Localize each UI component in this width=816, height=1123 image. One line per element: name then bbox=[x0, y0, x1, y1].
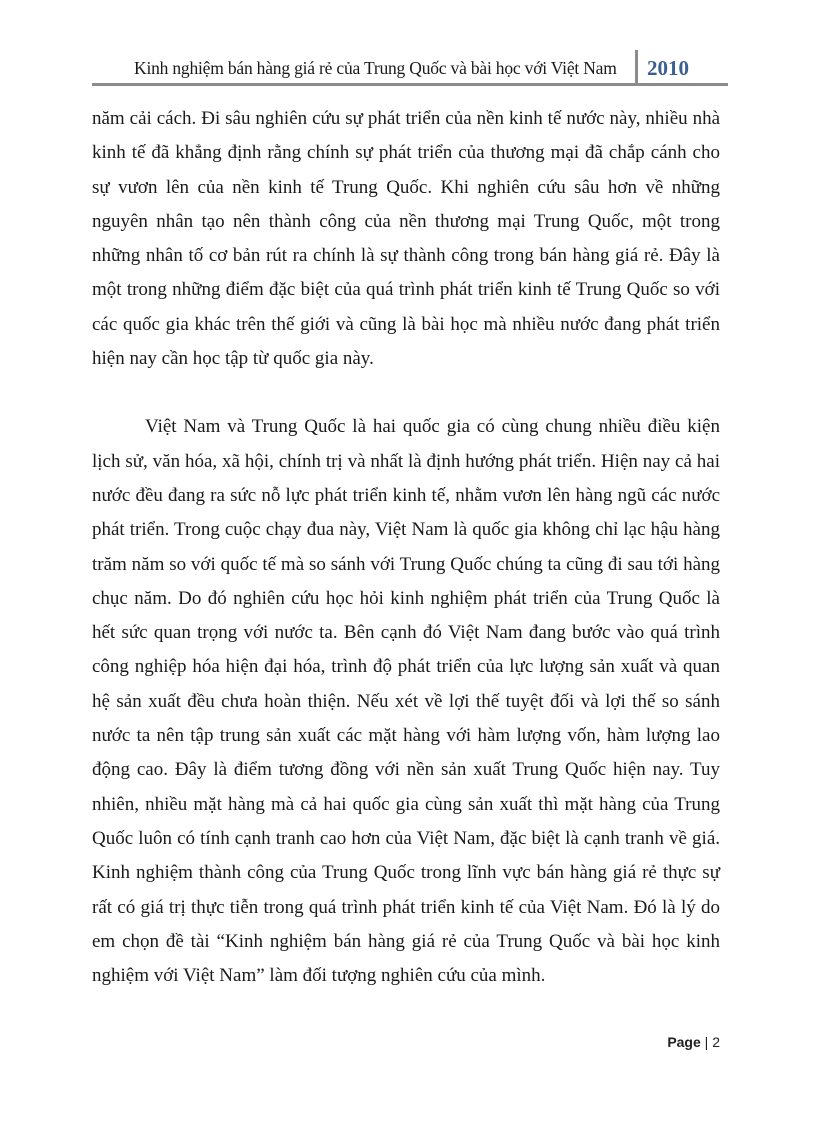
footer-page-number: 2 bbox=[712, 1034, 720, 1050]
footer-separator: | bbox=[704, 1034, 709, 1050]
header-rule bbox=[92, 83, 728, 86]
document-body bbox=[92, 102, 720, 993]
page-footer bbox=[667, 1034, 720, 1050]
page-header bbox=[92, 50, 728, 90]
header-vertical-divider bbox=[635, 50, 638, 83]
header-year: 2010 bbox=[647, 56, 689, 80]
body-paragraph: Việt Nam và Trung Quốc là hai quốc gia có cùng chung nhiều điều kiện lịch sử, văn hóa, xã hội, chính trị và nhất là định hướng phát triển. Hiện nay cả hai nước đều đang ra sức nỗ lực phát triển kinh tế, nhằm vươn lên hàng ngũ các nước phát triển. Trong cuộc chạy đua này, Việt Nam là quốc gia không chỉ lạc hậu hàng trăm năm so với quốc tế mà so sánh với Trung Quốc chúng ta cũng đi sau tới hàng chục năm. Do đó nghiên cứu học hỏi kinh nghiệm phát triển của Trung Quốc là hết sức quan trọng với nước ta. Bên cạnh đó Việt Nam đang bước vào quá trình công nghiệp hóa hiện đại hóa, trình độ phát triển của lực lượng sản xuất và quan hệ sản xuất đều chưa hoàn thiện. Nếu xét về lợi thế tuyệt đối và lợi thế so sánh nước ta nên tập trung sản xuất các mặt hàng với hàm lượng vốn, hàm lượng lao động cao. Đây là điểm tương đồng với nền sản xuất Trung Quốc hiện nay. Tuy nhiên, nhiều mặt hàng mà cả hai quốc gia cùng sản xuất thì mặt hàng của Trung Quốc luôn có tính cạnh tranh cao hơn của Việt Nam, đặc biệt là cạnh tranh về giá. Kinh nghiệm thành công của Trung Quốc trong lĩnh vực bán hàng giá rẻ thực sự rất có giá trị thực tiễn trong quá trình phát triển kinh tế của Việt Nam. Đó là lý do em chọn đề tài “Kinh nghiệm bán hàng giá rẻ của Trung Quốc và bài học kinh nghiệm với Việt Nam” làm đối tượng nghiên cứu của mình. bbox=[92, 416, 720, 987]
body-paragraph: năm cải cách. Đi sâu nghiên cứu sự phát triển của nền kinh tế nước này, nhiều nhà kinh tế đã khẳng định rằng chính sự phát triển của thương mại đã chắp cánh cho sự vươn lên của nền kinh tế Trung Quốc. Khi nghiên cứu sâu hơn về những nguyên nhân tạo nên thành công của nền thương mại Trung Quốc, một trong những nhân tố cơ bản rút ra chính là sự thành công trong bán hàng giá rẻ. Đây là một trong những điểm đặc biệt của quá trình phát triển kinh tế Trung Quốc so với các quốc gia khác trên thế giới và cũng là bài học mà nhiều nước đang phát triển hiện nay cần học tập từ quốc gia này. bbox=[92, 108, 720, 370]
footer-page-word: Page bbox=[667, 1034, 701, 1050]
header-title: Kinh nghiệm bán hàng giá rẻ của Trung Quốc và bài học với Việt Nam bbox=[134, 58, 617, 78]
